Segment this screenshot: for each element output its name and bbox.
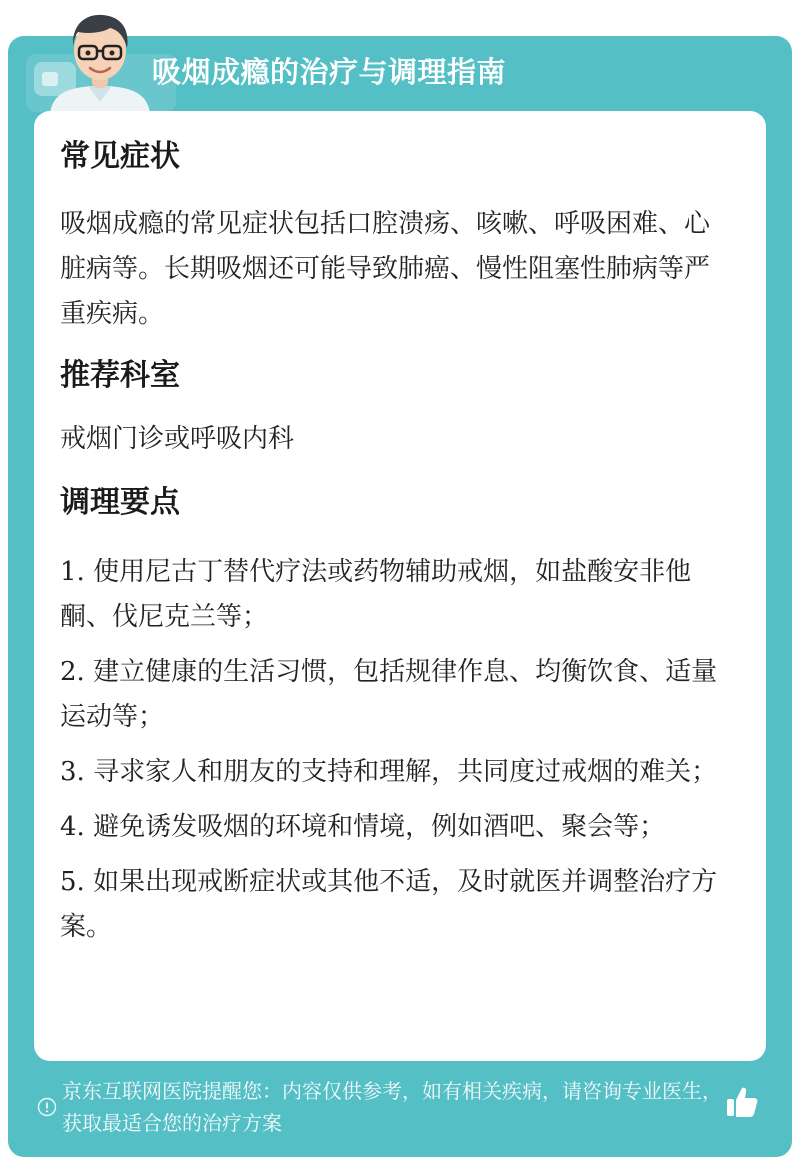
- section-title: 调理要点: [60, 485, 180, 520]
- section-department: [60, 351, 730, 462]
- thumbs-up-icon[interactable]: [722, 1082, 762, 1122]
- page-title: 吸烟成瘾的治疗与调理指南: [152, 55, 507, 89]
- guide-content: [60, 132, 730, 960]
- section-title: 推荐科室: [60, 358, 180, 393]
- list-text: 避免诱发吸烟的环境和情境，例如酒吧、聚会等；: [93, 812, 666, 842]
- list-text: 建立健康的生活习惯，包括规律作息、均衡饮食、适量运动等；: [60, 657, 718, 732]
- section-symptoms: [60, 132, 730, 337]
- list-number: 1.: [60, 557, 85, 587]
- list-item: [60, 860, 730, 950]
- list-text: 使用尼古丁替代疗法或药物辅助戒烟，如盐酸安非他酮、伐尼克兰等；: [60, 557, 692, 632]
- list-number: 5.: [60, 867, 85, 897]
- department-text: 戒烟门诊或呼吸内科: [60, 424, 295, 454]
- doctor-avatar-icon: [44, 6, 156, 114]
- info-icon: [37, 1097, 57, 1117]
- list-item: [60, 650, 730, 740]
- symptoms-text: 吸烟成瘾的常见症状包括口腔溃疡、咳嗽、呼吸困难、心脏病等。长期吸烟还可能导致肺癌、慢性阻塞性肺病等严重疾病。: [60, 209, 711, 329]
- list-item: [60, 550, 730, 640]
- list-item: [60, 750, 730, 795]
- list-text: 如果出现戒断症状或其他不适，及时就医并调整治疗方案。: [60, 867, 718, 942]
- section-title: 常见症状: [60, 139, 180, 174]
- list-text: 寻求家人和朋友的支持和理解，共同度过戒烟的难关；: [93, 757, 718, 787]
- section-care: [60, 478, 730, 950]
- list-number: 4.: [60, 812, 85, 842]
- disclaimer-text: 京东互联网医院提醒您：内容仅供参考，如有相关疾病，请咨询专业医生，获取最适合您的治疗方案: [62, 1079, 722, 1135]
- list-number: 3.: [60, 757, 85, 787]
- list-number: 2.: [60, 657, 85, 687]
- list-item: [60, 805, 730, 850]
